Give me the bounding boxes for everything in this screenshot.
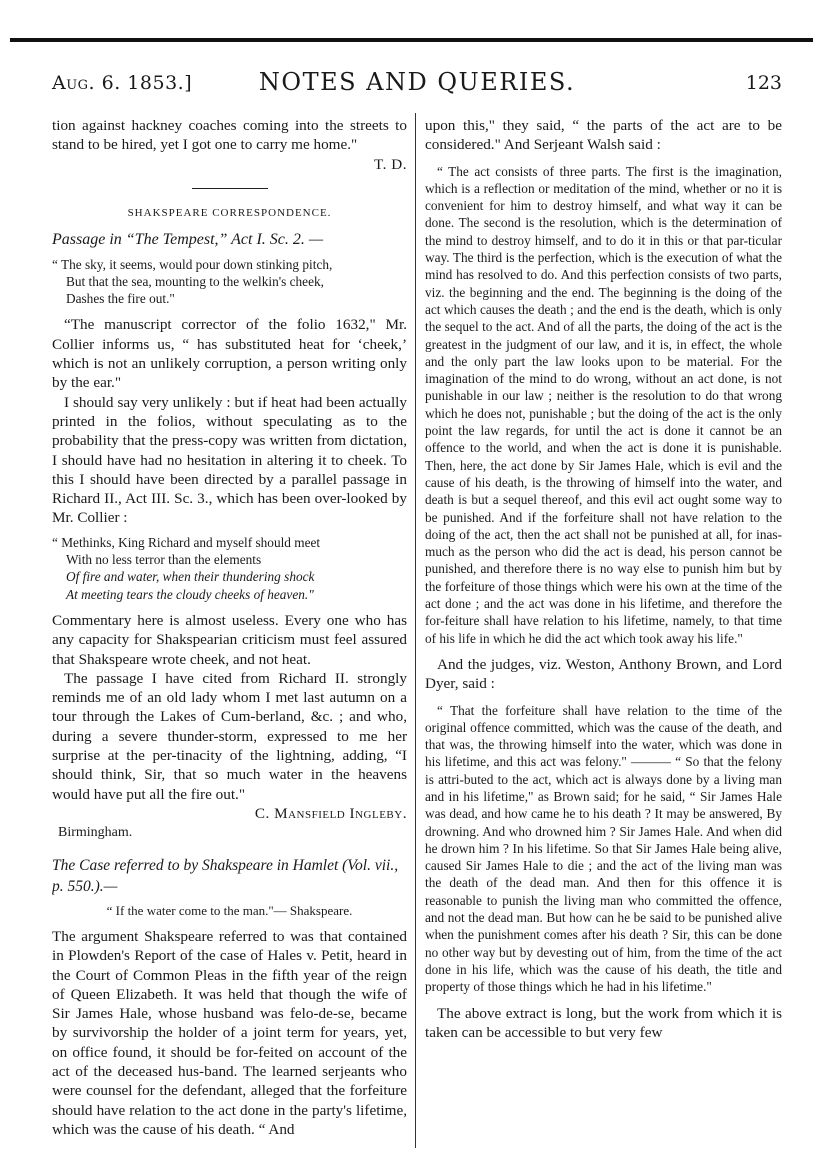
- column-divider: [415, 113, 416, 1148]
- verse-line: “ Methinks, King Richard and myself should meet: [52, 534, 321, 550]
- verse-line: Of fire and water, when their thundering shock: [66, 569, 315, 585]
- journal-title: NOTES AND QUERIES.: [258, 68, 576, 96]
- left-column: [52, 116, 407, 1156]
- paragraph: tion against hackney coaches coming into the streets to stand to be hired, yet I got one to carry me home.": [52, 117, 407, 154]
- paragraph: I should say very unlikely : but if heat had been actually printed in the folios, without speculating as to the probability that the press-copy was written from dictation, I should have had no hesitation in altering it to cheek. To this I should have been directed by a parallel passage in Richard II., Act III. Sc. 3., which has been over-looked by Mr. Collier :: [52, 393, 407, 527]
- page-header: [52, 64, 782, 104]
- signature: T. D.: [373, 155, 407, 173]
- article-heading: The Case referred to by Shakspeare in Hamlet (Vol. vii., p. 550.).—: [52, 856, 399, 895]
- article-heading: Passage in “The Tempest,” Act I. Sc. 2. —: [52, 230, 324, 248]
- section-divider: [192, 188, 268, 189]
- place-line: Birmingham.: [58, 824, 133, 840]
- quoted-paragraph: “ The act consists of three parts. The first is the imagination, which is a reflection or meditation of the mind, whether or no it is convenient for him to destroy himself, and what way it can be done. The second is the resolution, which is the determination of the mind to destroy himself, and to do it in this or that par-ticular way. The third is the perfection, which is the execution of what the mind has resolved to do. And this perfection consists of two parts, viz. the beginning and the end. The beginning is the doing of the act which causes the death ; and the end is the death, which is only the sequel to the act. And of all the parts, the doing of the act is the greatest in the judgment of our law, and it is, in effect, the whole and the only part the law looks upon to be material. For the imagination of the mind to do wrong, without an act done, is not punishable in our law ; neither is the resolution to do that wrong which he does not, punishable ; but the doing of the act is the only point the law regards, for until the act is done it cannot be an offence to the world, and when the act is done it is punishable. Then, here, the act done by Sir James Hale, which is evil and the cause of his death, is the throwing of himself into the water, and death is but a sequel thereof, and this evil act ought some way to be punished. And if the forfeiture shall not have relation to the doing of the act, then the act shall not be punished at all, for inas-much as the person who did the act is dead, his person cannot be punished, and therefore there is no way else to punish him but by the forfeiture of those things which were his own at the time of the act done ; and the act was done in his lifetime, and therefore the for-feiture shall have relation to his lifetime, namely, to that time of his life in which he did the act which took away his life.": [425, 163, 782, 646]
- paragraph: upon this," they said, “ the parts of the act are to be considered." And Serjeant Walsh said :: [425, 117, 782, 154]
- verse-line: But that the sea, mounting to the welkin's cheek,: [66, 273, 324, 289]
- paragraph: The passage I have cited from Richard II. strongly reminds me of an old lady whom I met last autumn on a tour through the Lakes of Cum-berland, &c. ; and who, during a severe thunder-storm, expressed to me her surprise at the per-tinacity of the lightning, adding, “I should think, Sir, that so much water in the heavens would have put all the fire out.": [52, 669, 407, 803]
- quotation: [52, 256, 407, 308]
- paragraph: The above extract is long, but the work from which it is taken can be accessible to but very few: [425, 1004, 782, 1041]
- verse-line: With no less terror than the elements: [66, 552, 262, 568]
- epigraph: “ If the water come to the man."— Shakspeare.: [106, 902, 353, 918]
- signature: C. Mansfield Ingleby.: [254, 804, 407, 822]
- right-column: [425, 116, 782, 1156]
- paragraph: And the judges, viz. Weston, Anthony Brown, and Lord Dyer, said :: [425, 655, 782, 693]
- quotation: [52, 534, 407, 603]
- quoted-paragraph: “ That the forfeiture shall have relation to the time of the original offence committed, which was the cause of the death, and that was, the throwing himself into the water, which was done in his lifetime, and this act was felony." ——— “ So that the felony is attri-buted to the act, which act is always done by a living man and in his lifetime," as Brown said; for he said, “ Sir James Hale was dead, and how came he to his death ? It may be answered, By drowning. And who drowned him ? Sir James Hale. And when did he drown him ? In his lifetime. So that Sir James Hale being alive, caused Sir James Hale to die ; and the act of the living man was the death of the dead man. And then for this offence it is reasonable to punish the living man who committed the offence, and not the dead man. But how can he be said to be punished alive when the punishment comes after his death ? Sir, this can be done no other way but by devesting out of him, from the time of the act done in his life, which was the cause of his death, the title and property of those things which he had in his lifetime.": [425, 702, 782, 995]
- page-number: 123: [745, 72, 782, 94]
- paragraph: “The manuscript corrector of the folio 1632," Mr. Collier informs us, “ has substituted heat for ‘cheek,’ which is not an unlikely corruption, a person writing only by the ear.": [52, 316, 407, 392]
- issue-date: Aug. 6. 1853.]: [52, 72, 193, 94]
- paragraph: Commentary here is almost useless. Every one who has any capacity for Shakspearian criticism must feel assured that Shakspeare wrote cheek, and not heat.: [52, 611, 407, 668]
- top-rule: [10, 38, 813, 42]
- section-heading: SHAKSPEARE CORRESPONDENCE.: [127, 206, 332, 219]
- verse-line: “ The sky, it seems, would pour down stinking pitch,: [52, 256, 333, 272]
- verse-line: Dashes the fire out.": [66, 291, 175, 307]
- verse-line: At meeting tears the cloudy cheeks of heaven.": [66, 586, 314, 602]
- paragraph: The argument Shakspeare referred to was that contained in Plowden's Report of the case of Hales v. Petit, heard in the Court of Common Pleas in the fifth year of the reign of Queen Elizabeth. It was held that though the wife of Sir James Hale, whose husband was felo-de-se, became by survivorship the holder of a joint term for years, yet, on office found, it should be for-feited on account of the act of the deceased hus-band. The learned serjeants who were counsel for the defendant, alleged that the forfeiture should have relation to the act done in the party's lifetime, which was the cause of his death. “ And: [52, 927, 407, 1138]
